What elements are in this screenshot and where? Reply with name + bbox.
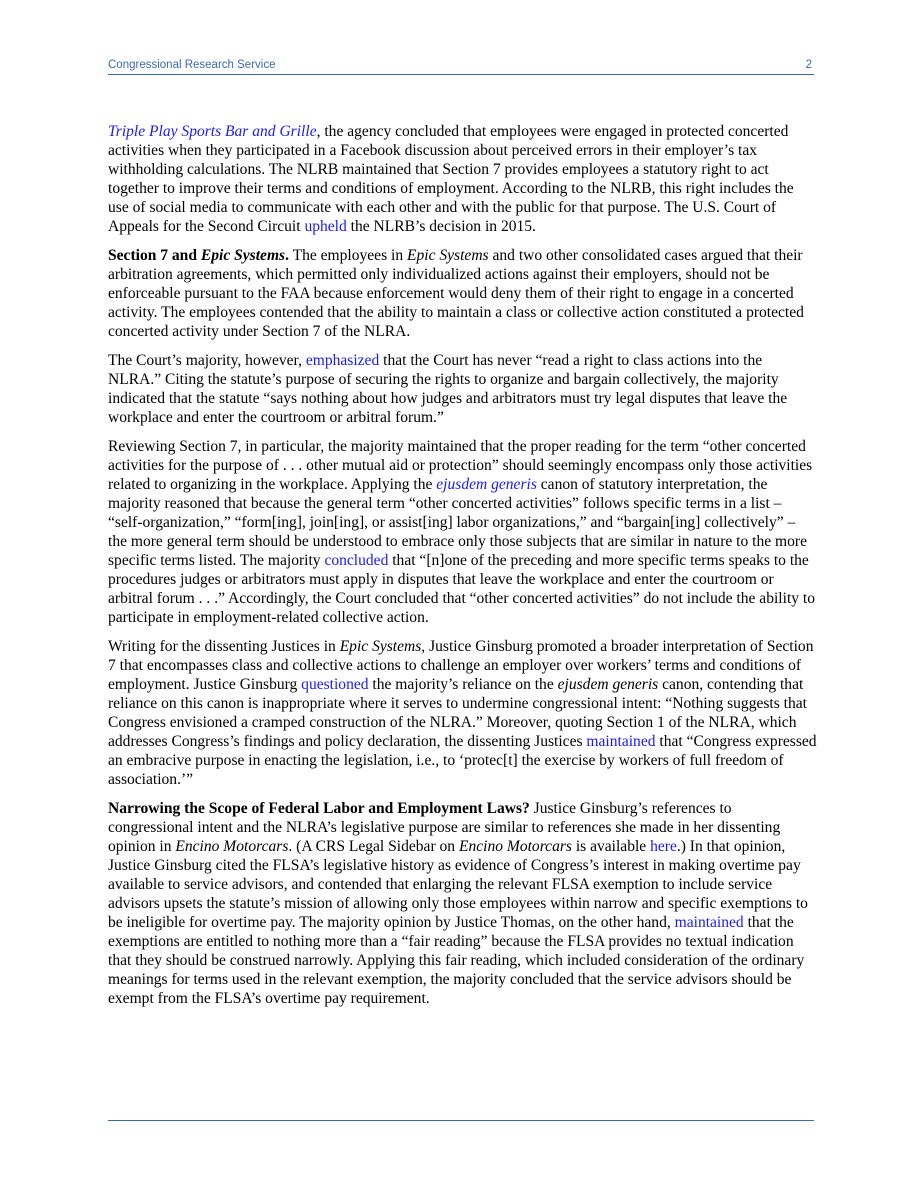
link-emphasized[interactable]: emphasized bbox=[305, 352, 380, 369]
paragraph-1: Triple Play Sports Bar and Grille, the agency concluded that employees were engaged in protected concerted activities when they participated in a Facebook discussion about perceived errors in their employer’s tax withholding calculations. The NLRB maintained that Section 7 provides employees a statutory right to act together to improve their terms and conditions of employment. According to the NLRB, this right includes the use of social media to communicate with each other and with the public for that purpose. The U.S. Court of Appeals for the Second Circuit upheld the NLRB’s decision in 2015. bbox=[108, 123, 794, 235]
link-maintained-majority[interactable]: maintained bbox=[674, 914, 744, 931]
paragraph-3: The Court’s majority, however, emphasized that the Court has never “read a right to class actions into the NLRA.” Citing the statute’s purpose of securing the rights to organize and bargain collectively, the majority indicated that the statute “says nothing about how judges and arbitrators must try legal disputes that leave the workplace and enter the courtroom or arbitral forum.” bbox=[108, 352, 788, 426]
header-title: Congressional Research Service bbox=[108, 59, 276, 71]
link-concluded[interactable]: concluded bbox=[324, 552, 389, 569]
document-body bbox=[108, 122, 818, 1018]
paragraph-6: Narrowing the Scope of Federal Labor and Employment Laws? Justice Ginsburg’s references to congressional intent and the NLRA’s legislative purpose are similar to references she made in her dissenting opinion in Encino Motorcars. (A CRS Legal Sidebar on Encino Motorcars is available here.) In that opinion, Justice Ginsburg cited the FLSA’s legislative history as evidence of Congress’s interest in making overtime pay available to service advisors, and contended that enlarging the relevant FLSA exemption to include service advisors upsets the statute’s mission of allowing only those employees within narrow and specific exemptions to be ineligible for overtime pay. The majority opinion by Justice Thomas, on the other hand, maintained that the exemptions are entitled to nothing more than a “fair reading” because the FLSA provides no textual indication that they should be construed narrowly. Applying this fair reading, which included consideration of the ordinary meanings for terms used in the relevant exemption, the majority concluded that the service advisors should be exempt from the FLSA’s overtime pay requirement. bbox=[108, 800, 808, 1007]
link-upheld[interactable]: upheld bbox=[304, 218, 347, 235]
paragraph-4: Reviewing Section 7, in particular, the majority maintained that the proper reading for the term “other concerted activities for the purpose of . . . other mutual aid or protection” should seemingly encompass only those activities related to organizing in the workplace. Applying the ejusdem generis canon of statutory interpretation, the majority reasoned that because the general term “other concerted activities” follows specific terms in a list – “self-organization,” “form[ing], join[ing], or assist[ing] labor organizations,” and “bargain[ing] collectively” – the more general term should be understood to embrace only those subjects that are similar in nature to the more specific terms listed. The majority concluded that “[n]one of the preceding and more specific terms speaks to the procedures judges or arbitrators must apply in disputes that leave the workplace and enter the courtroom or arbitral forum . . .” Accordingly, the Court concluded that “other concerted activities” do not include the ability to participate in employment-related collective action. bbox=[108, 438, 816, 626]
link-triple-play[interactable]: Triple Play Sports Bar and Grille bbox=[108, 123, 317, 140]
page-number: 2 bbox=[805, 59, 812, 71]
link-here[interactable]: here bbox=[650, 838, 677, 855]
link-questioned[interactable]: questioned bbox=[301, 676, 369, 693]
footer-rule bbox=[108, 1120, 814, 1121]
paragraph-2: Section 7 and Epic Systems. The employees in Epic Systems and two other consolidated cases argued that their arbitration agreements, which permitted only individualized actions against their employers, should not be enforceable pursuant to the FAA because enforcement would deny them of their right to engage in a concerted activity. The employees contended that the ability to maintain a class or collective action constituted a protected concerted activity under Section 7 of the NLRA. bbox=[108, 247, 804, 340]
section-heading-narrowing: Narrowing the Scope of Federal Labor and Employment Laws? bbox=[108, 800, 530, 817]
link-ejusdem-generis[interactable]: ejusdem generis bbox=[436, 476, 537, 493]
section-heading-epic: Section 7 and Epic Systems. bbox=[108, 247, 289, 264]
running-header bbox=[108, 57, 814, 75]
link-maintained-dissent[interactable]: maintained bbox=[586, 733, 656, 750]
paragraph-5: Writing for the dissenting Justices in Epic Systems, Justice Ginsburg promoted a broader interpretation of Section 7 that encompasses class and collective actions to challenge an employer over workers’ terms and conditions of employment. Justice Ginsburg questioned the majority’s reliance on the ejusdem generis canon, contending that reliance on this canon is inappropriate where it serves to undermine congressional intent: “Nothing suggests that Congress envisioned a cramped construction of the NLRA.” Moreover, quoting Section 1 of the NLRA, which addresses Congress’s findings and policy declaration, the dissenting Justices maintained that “Congress expressed an embracive purpose in enacting the legislation, i.e., to ‘protec[t] the exercise by workers of full freedom of association.’” bbox=[108, 638, 817, 788]
